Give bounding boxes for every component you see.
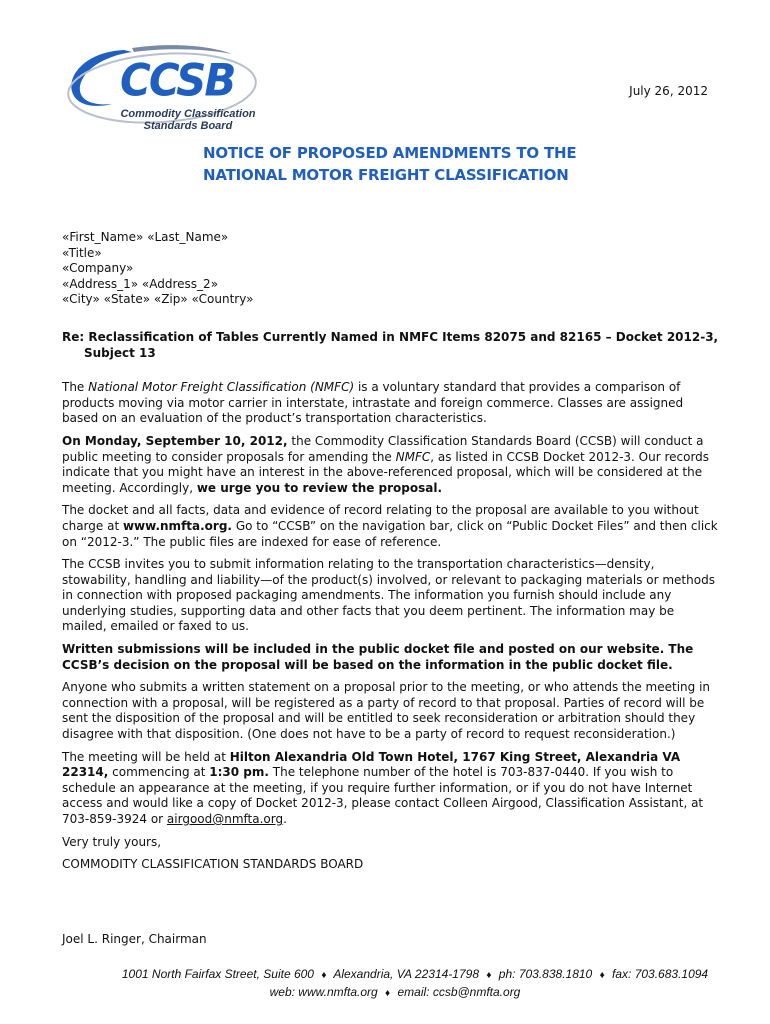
meeting-date: On Monday, September 10, 2012, — [62, 433, 288, 448]
text-run: The meeting will be held at — [62, 749, 230, 764]
text-run-italic: National Motor Freight Classification (NMFC) — [88, 380, 355, 395]
paragraph-written-submissions: Written submissions will be included in the public docket file and posted on our website. The CCSB’s decision on the proposal will be based on the information in the public docket file. — [62, 642, 694, 672]
footer-phone: ph: 703.838.1810 — [498, 967, 593, 981]
text-run: commencing at — [108, 765, 210, 780]
notice-title-line1: NOTICE OF PROPOSED AMENDMENTS TO THE — [203, 144, 577, 162]
letter-date: July 26, 2012 — [629, 84, 708, 98]
organization-name: COMMODITY CLASSIFICATION STANDARDS BOARD — [62, 857, 364, 872]
hotel-address: Hilton Alexandria Old Town Hotel, 1767 King Street, Alexandria VA 22314, — [62, 749, 681, 780]
website-link[interactable]: www.nmfta.org. — [122, 518, 232, 533]
paragraph-meeting-location — [62, 750, 722, 828]
notice-title — [203, 142, 576, 186]
diamond-icon: ♦ — [486, 970, 492, 981]
closing: Very truly yours, — [62, 834, 162, 849]
footer-address: 1001 North Fairfax Street, Suite 600 — [121, 967, 314, 981]
text-run: The telephone number of the hotel is 703-837-0440. If you wish to schedule an appearance at the meeting, if you require further information, or if you do not have Internet access and would like a copy of Docket 2012-3, please contact Colleen Airgood, Classification Assistant, at 703-859-3924 or — [62, 765, 704, 826]
paragraph-party-of-record: Anyone who submits a written statement on a proposal prior to the meeting, or who attends the meeting in connection with a proposal, will be registered as a party of record to that proposal. Parties of record will be sent the disposition of the proposal and will be entitled to seek reconsideration or arbitration should they disagree with that disposition. (One does not have to be a party of record to request reconsideration.) — [62, 680, 711, 742]
footer-fax: fax: 703.683.1094 — [612, 967, 709, 981]
signature-space — [62, 880, 722, 932]
notice-title-line2: NATIONAL MOTOR FREIGHT CLASSIFICATION — [203, 166, 569, 184]
subject-line — [62, 330, 722, 361]
text-run: the Commodity Classification Standards Board (CCSB) will conduct a public meeting to consider proposals for amending the — [62, 433, 704, 464]
text-run: The — [62, 380, 89, 395]
paragraph-meeting-notice — [62, 434, 722, 496]
signer-name: Joel L. Ringer, Chairman — [62, 931, 207, 946]
address-line: «First_Name» «Last_Name» — [62, 230, 229, 244]
letter-footer — [0, 966, 770, 1002]
address-line: «Title» — [62, 245, 102, 260]
diamond-icon: ♦ — [599, 970, 605, 981]
text-run-italic: NMFC — [395, 449, 431, 464]
logo-subtitle-line1: Commodity Classification — [120, 108, 256, 120]
diamond-icon: ♦ — [385, 988, 391, 999]
footer-line1 — [0, 966, 770, 984]
footer-city: Alexandria, VA 22314-1798 — [333, 967, 479, 981]
text-run-bold: we urge you to review the proposal. — [196, 480, 443, 495]
text-run: . — [283, 812, 287, 826]
paragraph-submit-info: The CCSB invites you to submit information relating to the transportation characteristics—density, stowability, handling and liability—of the product(s) involved, or relevant to packaging materials or methods in connection with proposed packaging amendments. The information you furnish should include any underlying studies, supporting data and other facts that you deem pertinent. The information may be mailed, emailed or faxed to us. — [62, 557, 715, 634]
paragraph-nmfc-intro — [62, 380, 722, 427]
footer-web[interactable]: web: www.nmfta.org — [269, 985, 378, 999]
subject-line1: Re: Reclassification of Tables Currently Named in NMFC Items 82075 and 82165 – Docket 2012-3, — [62, 329, 719, 344]
footer-line2 — [0, 984, 770, 1002]
ccsb-logo — [62, 44, 262, 136]
meeting-time: 1:30 pm. — [209, 765, 269, 780]
footer-email[interactable]: email: ccsb@nmfta.org — [397, 985, 521, 999]
logo-subtitle-line2: Standards Board — [143, 120, 233, 132]
diamond-icon: ♦ — [321, 970, 327, 981]
address-line: «Address_1» «Address_2» — [62, 276, 219, 291]
address-line: «Company» — [62, 261, 134, 276]
text-run: Go to “CCSB” on the navigation bar, click on “Public Docket Files” and then click on “2012-3.” The public files are indexed for ease of reference. — [62, 518, 718, 549]
text-run: , as listed in CCSB Docket 2012-3. Our records indicate that you might have an interest in the above-referenced proposal, which will be considered at the meeting. Accordingly, — [62, 449, 710, 495]
address-line: «City» «State» «Zip» «Country» — [62, 292, 254, 307]
text-run: The docket and all facts, data and evidence of record relating to the proposal are available to you without charge at — [62, 503, 699, 533]
text-run: is a voluntary standard that provides a comparison of products moving via motor carrier in interstate, intrastate and foreign commerce. Classes are assigned based on an evaluation of the product’s transportation characteristics. — [62, 380, 684, 426]
paragraph-docket-access — [62, 503, 722, 550]
logo-wordmark: CCSB — [120, 54, 235, 107]
logo-subtitle — [118, 108, 258, 132]
letter-body — [62, 208, 722, 954]
subject-line2: Subject 13 — [84, 345, 156, 360]
contact-email-link[interactable]: airgood@nmfta.org — [166, 812, 284, 826]
